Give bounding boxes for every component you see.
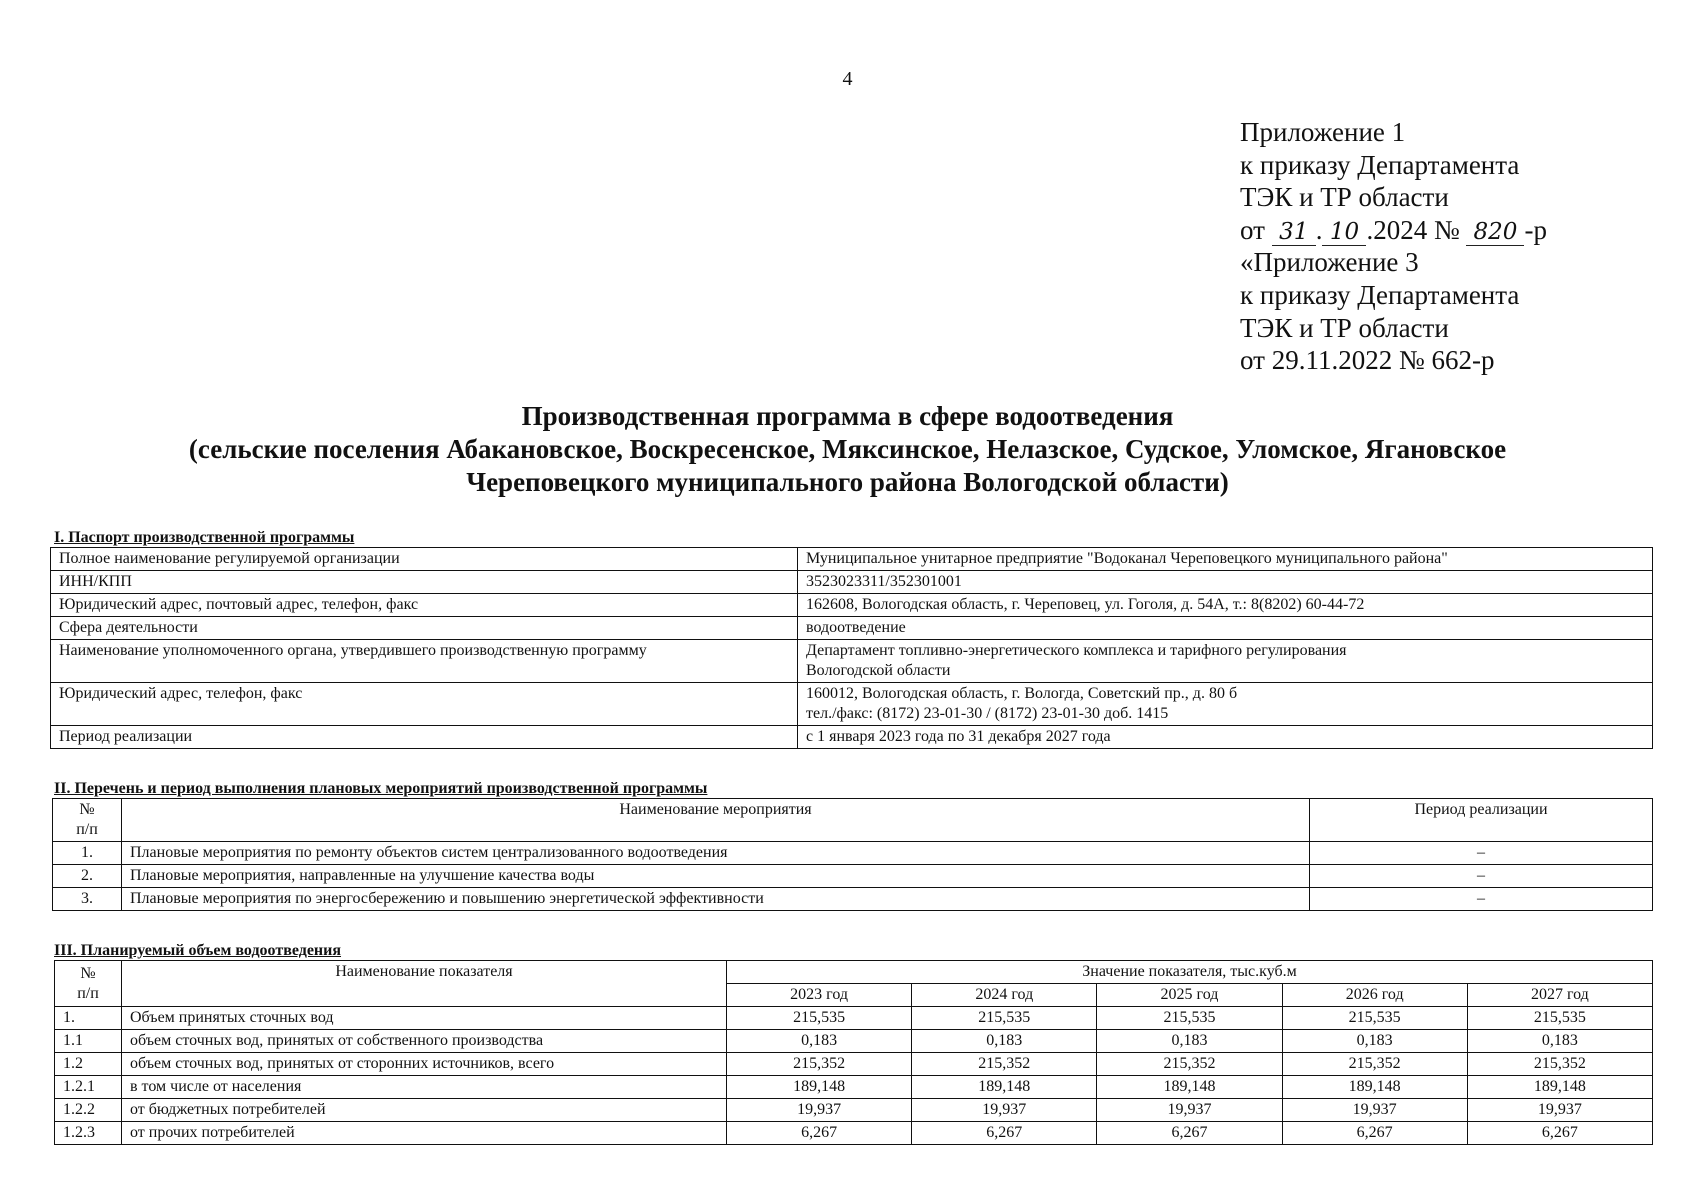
- header-year: 2026 год: [1282, 984, 1467, 1007]
- measure-name: Плановые мероприятия по ремонту объектов систем централизованного водоотведения: [122, 842, 1310, 865]
- indicator-num: 1.: [55, 1007, 122, 1030]
- title-line: (сельские поселения Абакановское, Воскресенское, Мяксинское, Нелазское, Судское, Уломское, Ягановское: [188, 434, 1507, 464]
- passport-value-line: тел./факс: (8172) 23-01-30 / (8172) 23-01-30 доб. 1415: [806, 705, 1169, 722]
- passport-label: Юридический адрес, телефон, факс: [51, 683, 798, 726]
- appendix-line: «Приложение 3: [1240, 247, 1419, 278]
- passport-label: Полное наименование регулируемой организации: [51, 548, 798, 571]
- indicator-name: Объем принятых сточных вод: [122, 1007, 727, 1030]
- table-row: [55, 1030, 1653, 1053]
- appendix-line: ТЭК и ТР области: [1240, 182, 1449, 213]
- appendix-date-line: [1240, 214, 1547, 247]
- handwritten-order-number: 820: [1466, 219, 1524, 246]
- indicator-value: 215,352: [1282, 1053, 1467, 1076]
- passport-value: [798, 683, 1653, 726]
- table-row: [51, 683, 1653, 726]
- header-name: Наименование показателя: [122, 961, 727, 1007]
- indicator-num: 1.2.2: [55, 1099, 122, 1122]
- table-row: [55, 1076, 1653, 1099]
- passport-label: Период реализации: [51, 726, 798, 749]
- indicator-value: 19,937: [727, 1099, 912, 1122]
- indicator-value: 215,535: [1467, 1007, 1652, 1030]
- indicator-value: 19,937: [1467, 1099, 1652, 1122]
- passport-value: [798, 594, 1653, 617]
- indicator-name: объем сточных вод, принятых от собственного производства: [122, 1030, 727, 1053]
- indicator-value: 189,148: [727, 1076, 912, 1099]
- passport-value-line: 3523023311/352301001: [806, 573, 962, 590]
- table-row: [55, 1099, 1653, 1122]
- header-period: Период реализации: [1310, 799, 1653, 842]
- passport-value-line: 162608, Вологодская область, г. Череповец, ул. Гоголя, д. 54А, т.: 8(8202) 60-44-72: [806, 596, 1365, 613]
- passport-value: [798, 571, 1653, 594]
- appendix-line: к приказу Департамента: [1240, 279, 1520, 310]
- appendix-line: от 29.11.2022 № 662-р: [1240, 345, 1495, 376]
- date-dot: .: [1315, 214, 1323, 245]
- header-value-group: Значение показателя, тыс.куб.м: [727, 961, 1653, 984]
- passport-value-line: Муниципальное унитарное предприятие "Водоканал Череповецкого муниципального района": [806, 550, 1448, 567]
- table-row: [55, 1007, 1653, 1030]
- passport-value-line: водоотведение: [806, 619, 906, 636]
- appendix-block: [1240, 116, 1547, 377]
- indicator-name: от прочих потребителей: [122, 1122, 727, 1145]
- indicator-value: 6,267: [912, 1122, 1097, 1145]
- indicator-value: 189,148: [1467, 1076, 1652, 1099]
- table-row: [51, 617, 1653, 640]
- document-title: [100, 400, 1595, 499]
- indicator-value: 0,183: [1282, 1030, 1467, 1053]
- appendix-line: Приложение 1: [1240, 117, 1406, 147]
- table-row: [51, 594, 1653, 617]
- table-row: [51, 571, 1653, 594]
- header-year: 2024 год: [912, 984, 1097, 1007]
- passport-value: [798, 617, 1653, 640]
- table-row: [55, 1053, 1653, 1076]
- indicator-value: 215,352: [1097, 1053, 1282, 1076]
- measures-table: [52, 798, 1653, 911]
- indicator-value: 19,937: [1097, 1099, 1282, 1122]
- indicator-value: 189,148: [912, 1076, 1097, 1099]
- date-year-number-label: .2024 №: [1366, 214, 1460, 245]
- passport-value: [798, 640, 1653, 683]
- section1-title: I. Паспорт производственной программы: [54, 529, 355, 546]
- indicator-value: 0,183: [912, 1030, 1097, 1053]
- header-year: 2027 год: [1467, 984, 1652, 1007]
- measure-period: –: [1310, 888, 1653, 911]
- header-name: Наименование мероприятия: [122, 799, 1310, 842]
- passport-label: Сфера деятельности: [51, 617, 798, 640]
- indicator-value: 189,148: [1282, 1076, 1467, 1099]
- section3-title: III. Планируемый объем водоотведения: [54, 942, 342, 959]
- indicator-value: 0,183: [1467, 1030, 1652, 1053]
- indicator-value: 6,267: [1467, 1122, 1652, 1145]
- indicator-value: 19,937: [912, 1099, 1097, 1122]
- title-line: Производственная программа в сфере водоотведения: [521, 401, 1174, 431]
- measure-num: 2.: [53, 865, 122, 888]
- indicator-value: 215,535: [1282, 1007, 1467, 1030]
- indicator-name: в том числе от населения: [122, 1076, 727, 1099]
- passport-table: [50, 547, 1653, 749]
- passport-value-line: 160012, Вологодская область, г. Вологда, Советский пр., д. 80 б: [806, 685, 1238, 702]
- measure-name: Плановые мероприятия по энергосбережению и повышению энергетической эффективности: [122, 888, 1310, 911]
- indicator-value: 6,267: [727, 1122, 912, 1145]
- header-year: 2025 год: [1097, 984, 1282, 1007]
- indicator-value: 215,352: [912, 1053, 1097, 1076]
- passport-value-line: Вологодской области: [806, 662, 951, 679]
- indicator-value: 189,148: [1097, 1076, 1282, 1099]
- table-row: [51, 548, 1653, 571]
- order-suffix: -р: [1524, 214, 1547, 245]
- indicator-value: 215,352: [1467, 1053, 1652, 1076]
- table-row: [51, 640, 1653, 683]
- table-row: [53, 888, 1653, 911]
- indicator-value: 6,267: [1282, 1122, 1467, 1145]
- table-row: [51, 726, 1653, 749]
- handwritten-day: 31: [1272, 219, 1316, 246]
- passport-value-line: Департамент топливно-энергетического комплекса и тарифного регулирования: [806, 642, 1347, 659]
- indicator-value: 0,183: [1097, 1030, 1282, 1053]
- measure-name: Плановые мероприятия, направленные на улучшение качества воды: [122, 865, 1310, 888]
- appendix-line: ТЭК и ТР области: [1240, 312, 1449, 343]
- indicator-num: 1.1: [55, 1030, 122, 1053]
- table-row: [53, 865, 1653, 888]
- appendix-line: к приказу Департамента: [1240, 149, 1520, 180]
- table-row: [55, 1122, 1653, 1145]
- passport-value: [798, 726, 1653, 749]
- indicator-value: 215,535: [1097, 1007, 1282, 1030]
- measure-num: 1.: [53, 842, 122, 865]
- date-prefix: от: [1240, 214, 1265, 245]
- table-row: [53, 842, 1653, 865]
- passport-label: ИНН/КПП: [51, 571, 798, 594]
- indicator-name: объем сточных вод, принятых от сторонних источников, всего: [122, 1053, 727, 1076]
- header-year: 2023 год: [727, 984, 912, 1007]
- indicator-value: 215,535: [727, 1007, 912, 1030]
- indicator-value: 215,352: [727, 1053, 912, 1076]
- indicator-num: 1.2: [55, 1053, 122, 1076]
- volume-table: [54, 960, 1653, 1145]
- measure-period: –: [1310, 842, 1653, 865]
- indicator-value: 6,267: [1097, 1122, 1282, 1145]
- passport-value-line: с 1 января 2023 года по 31 декабря 2027 года: [806, 728, 1111, 745]
- measure-num: 3.: [53, 888, 122, 911]
- page-number: 4: [842, 68, 853, 90]
- section2-title: II. Перечень и период выполнения плановых мероприятий производственной программы: [54, 780, 708, 797]
- indicator-name: от бюджетных потребителей: [122, 1099, 727, 1122]
- indicator-num: 1.2.3: [55, 1122, 122, 1145]
- title-line: Череповецкого муниципального района Вологодской области): [466, 467, 1229, 497]
- indicator-num: 1.2.1: [55, 1076, 122, 1099]
- handwritten-month: 10: [1322, 219, 1366, 246]
- indicator-value: 19,937: [1282, 1099, 1467, 1122]
- passport-value: [798, 548, 1653, 571]
- measure-period: –: [1310, 865, 1653, 888]
- passport-label: Наименование уполномоченного органа, утвердившего производственную программу: [51, 640, 798, 683]
- header-num: № п/п: [53, 799, 122, 842]
- indicator-value: 0,183: [727, 1030, 912, 1053]
- indicator-value: 215,535: [912, 1007, 1097, 1030]
- passport-label: Юридический адрес, почтовый адрес, телефон, факс: [51, 594, 798, 617]
- header-num: № п/п: [55, 961, 122, 1007]
